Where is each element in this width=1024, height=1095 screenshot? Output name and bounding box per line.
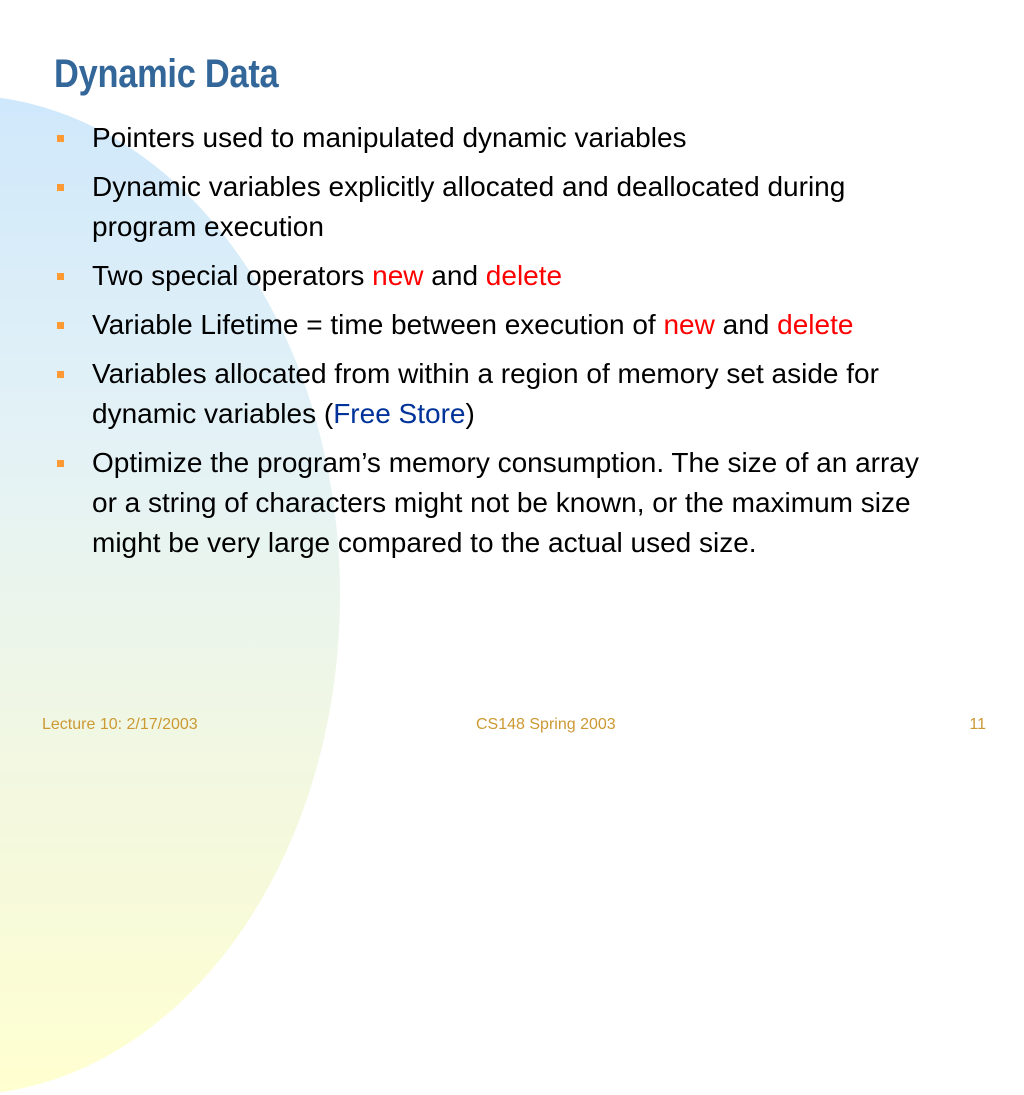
bullet-text: Variable Lifetime = time between execution of new and delete [92,309,854,340]
square-bullet-icon [57,273,64,280]
bullet-text: Pointers used to manipulated dynamic variables [92,122,687,153]
keyword-new: new [372,260,424,291]
slide-title: Dynamic Data [54,52,279,96]
keyword-delete: delete [777,309,854,340]
bullet-text: Two special operators new and delete [92,260,563,291]
bullet-list [56,118,936,572]
footer-course: CS148 Spring 2003 [476,716,616,733]
square-bullet-icon [57,135,64,142]
bullet-item [56,443,936,563]
bullet-text: Variables allocated from within a region of memory set aside for dynamic variables (Free Store) [92,358,879,429]
bullet-item [56,354,936,434]
bullet-item [56,167,936,247]
bullet-item [56,305,936,345]
square-bullet-icon [57,184,64,191]
keyword-new: new [663,309,715,340]
square-bullet-icon [57,322,64,329]
keyword-delete: delete [485,260,563,291]
footer-slide-number: 11 [969,716,986,733]
bullet-item [56,118,936,158]
term-free-store: Free Store [333,398,466,429]
square-bullet-icon [57,460,64,467]
bullet-item [56,256,936,296]
bullet-text: Dynamic variables explicitly allocated and deallocated during program execution [92,171,846,242]
square-bullet-icon [57,371,64,378]
bullet-text: Optimize the program’s memory consumption. The size of an array or a string of characters might not be known, or the maximum size might be very large compared to the actual used size. [92,447,919,558]
footer-lecture-date: Lecture 10: 2/17/2003 [42,716,198,733]
